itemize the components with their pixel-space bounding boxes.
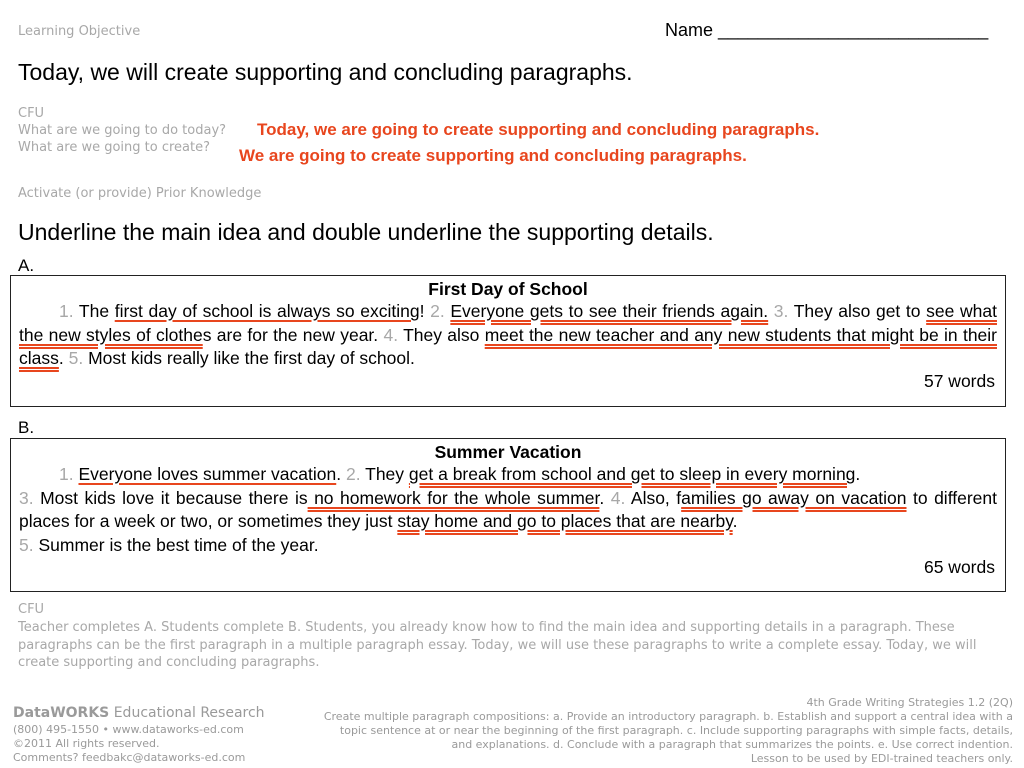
sentence-number: 1. [59, 301, 74, 321]
detail-double-underline: Everyone gets to see their friends again. [450, 301, 769, 321]
text-span: They also [398, 324, 485, 345]
footer-course: 4th Grade Writing Strategies 1.2 (2Q) [806, 696, 1013, 709]
cfu-question-1: What are we going to do today? [18, 123, 227, 138]
sentence-number: 4. [383, 324, 399, 345]
name-field-label: Name ___________________________ [665, 20, 989, 40]
text-span: They [360, 464, 409, 484]
footer-copyright: ©2011 All rights reserved. [13, 737, 160, 750]
cfu-label: CFU [18, 106, 45, 121]
paragraph-a-body [11, 300, 1005, 371]
text-span: . [599, 487, 611, 508]
text-span: . [58, 348, 69, 368]
footer-phone: (800) 495-1550 • www.dataworks-ed.com [13, 723, 244, 736]
paragraph-box-a [10, 275, 1006, 407]
brand-bold: DataWORKS [13, 705, 110, 721]
footer-standard: Create multiple paragraph compositions: a. Provide an introductory paragraph. b. Establish and support a central idea with a topic sentence at or near the beginning of the first paragraph. c. Include supporting paragraphs with simple facts, details, and explanations. d. Conclude with a paragraph that summarizes the points. e. Use correct indention. [323, 710, 1013, 751]
sentence-number: 3. [773, 301, 789, 321]
text-span: Most kids love it because there is [33, 487, 308, 508]
sentence-number: 5. [68, 348, 84, 368]
text-span: ! [419, 301, 431, 321]
text-span: Also, f [625, 487, 682, 508]
detail-double-underline: meet the new teacher and any new students that might be in their class [19, 324, 997, 368]
section-a-letter: A. [18, 256, 35, 275]
sentence-number: 5. [19, 534, 34, 555]
footer-usage: Lesson to be used by EDI-trained teachers only. [750, 752, 1013, 765]
text-span: The [73, 301, 115, 321]
cfu2-label: CFU [18, 602, 45, 617]
detail-double-underline: no homework for the whole summer [307, 487, 600, 508]
footer-comments: Comments? feedbakc@dataworks-ed.com [13, 751, 246, 764]
paragraph-b-title: Summer Vacation [434, 442, 582, 462]
sentence-number: 2. [345, 464, 361, 484]
cfu-answer-2: We are going to create supporting and concluding paragraphs. [239, 146, 747, 165]
paragraph-a-title: First Day of School [428, 279, 588, 299]
text-span: Summer is the best time of the year. [33, 534, 319, 555]
text-span: s are for the new year. [202, 324, 384, 345]
text-span: . [732, 511, 738, 531]
paragraph-b-body [11, 463, 1005, 557]
detail-double-underline: amilies go away on vacation [681, 487, 907, 508]
learning-objective-label: Learning Objective [18, 24, 141, 39]
section-b-letter: B. [18, 418, 35, 437]
text-span: They also get to [788, 301, 927, 321]
text-span: Most kids really like the first day of school. [83, 348, 415, 368]
sentence-number: 3. [19, 487, 34, 508]
word-count-b: 65 words [923, 557, 995, 577]
objective-statement: Today, we will create supporting and concluding paragraphs. [18, 59, 633, 85]
cfu2-text: Teacher completes A. Students complete B. Students, you already know how to find the main idea and supporting details in a paragraph. These paragraphs can be the first paragraph in a multiple paragraph essay. Today, we will use these paragraphs to write a complete essay. Today, we will create supporting and concluding paragraphs. [18, 620, 977, 670]
detail-double-underline: stay home and go to places that are nearby [397, 511, 733, 531]
main-idea-underline: first day of school is always so exciting [114, 301, 420, 321]
brand-rest: Educational Research [109, 705, 265, 721]
prior-knowledge-label: Activate (or provide) Prior Knowledge [18, 186, 262, 201]
word-count-a: 57 words [923, 370, 995, 391]
cfu-answer-1: Today, we are going to create supporting and concluding paragraphs. [257, 120, 820, 139]
paragraph-box-b [10, 438, 1006, 592]
cfu-question-2: What are we going to create? [18, 140, 210, 155]
text-span: . [855, 464, 861, 484]
main-idea-underline: Everyone loves summer vacation [78, 464, 337, 484]
instruction-text: Underline the main idea and double underline the supporting details. [18, 219, 714, 245]
dataworks-logo [13, 705, 265, 721]
sentence-number: 2. [430, 301, 445, 321]
detail-double-underline: see what the new styles of clothe [19, 301, 997, 345]
detail-double-underline: get a break from school and get to sleep in every morning [408, 464, 856, 484]
text-span: to different places for a week or two, or sometimes they just [19, 487, 997, 531]
sentence-number: 1. [59, 464, 74, 484]
sentence-number: 4. [610, 487, 626, 508]
text-span: . [336, 464, 346, 484]
